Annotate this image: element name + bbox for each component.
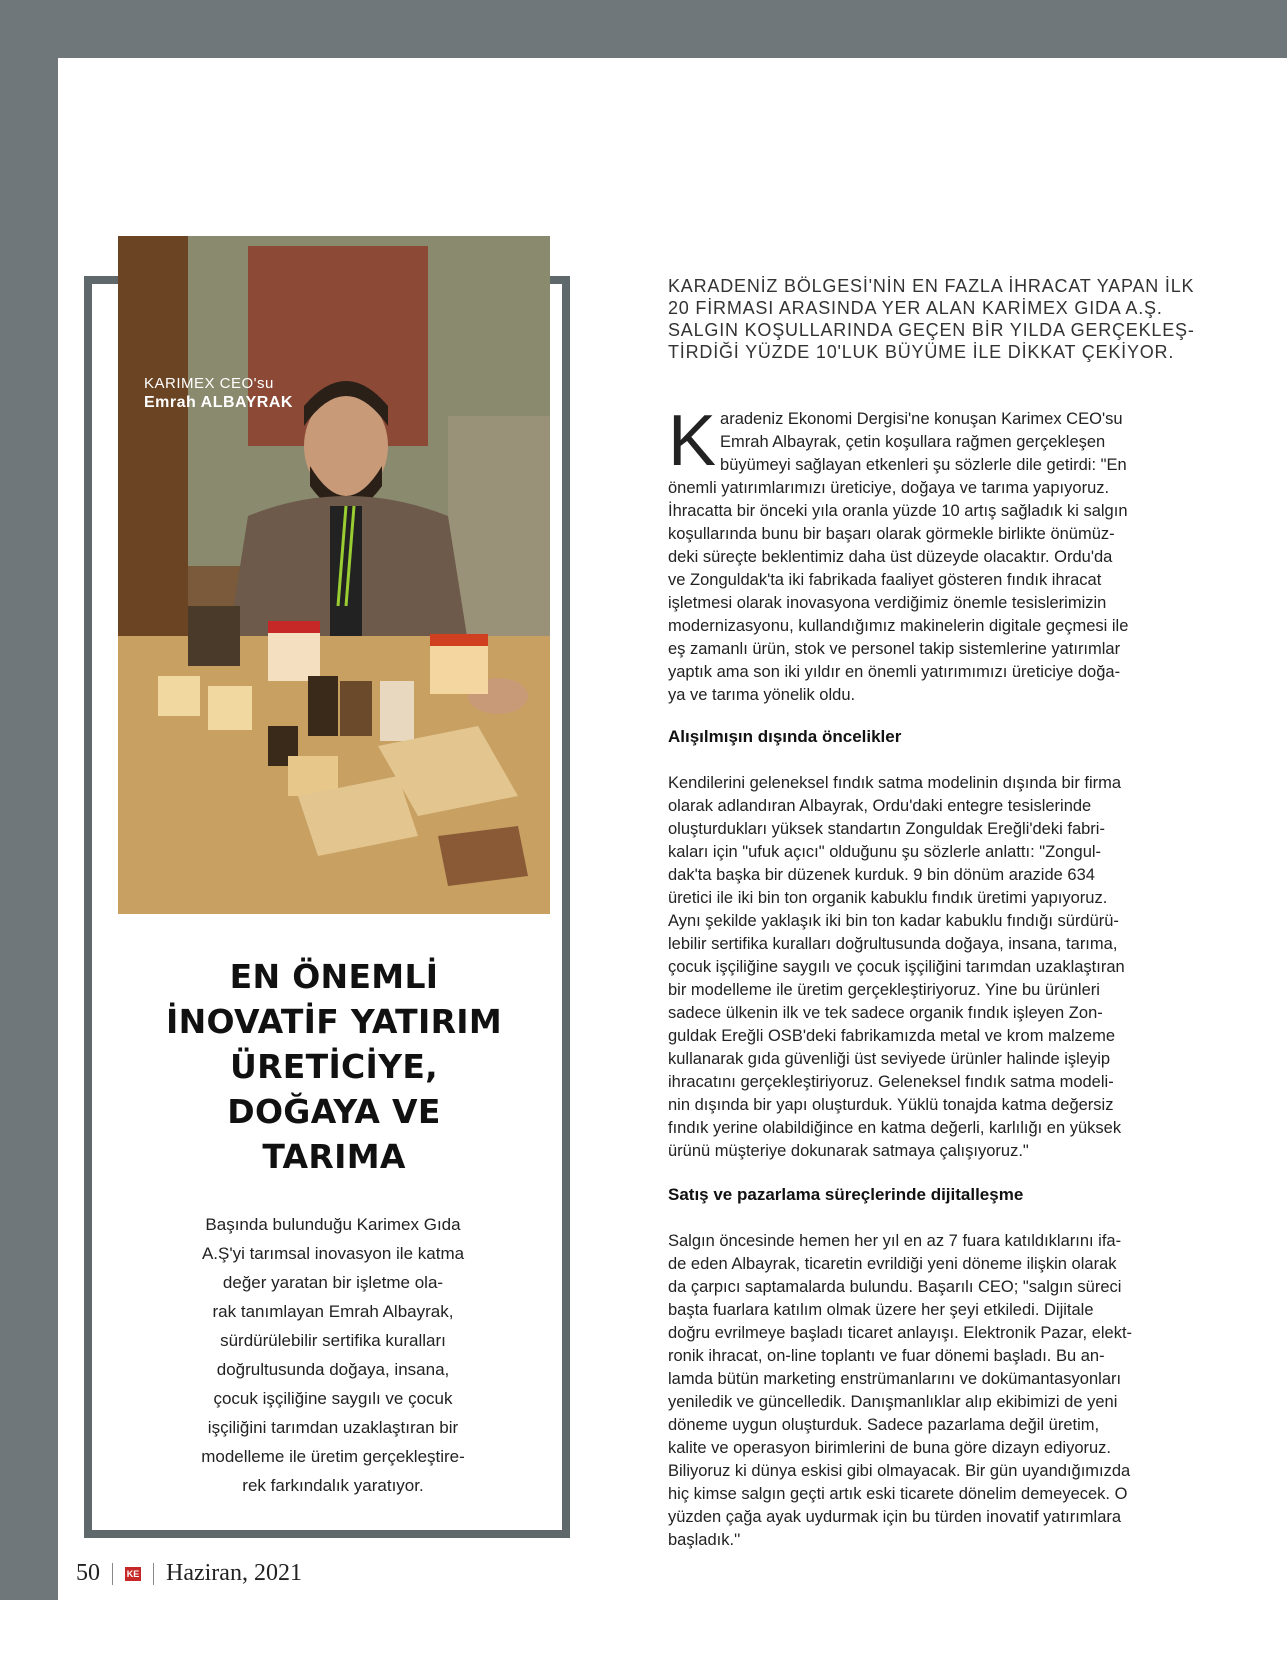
lede-line: TİRDİĞİ YÜZDE 10'LUK BÜYÜME İLE DİKKAT ÇEKİYOR. <box>668 342 1175 362</box>
body-line: koşullarında bunu bir başarı olarak görmekle birlikte önümüz- <box>668 525 1115 543</box>
body-line: büyümeyi sağlayan etkenleri şu sözlerle dile getirdi: "En <box>720 456 1127 474</box>
issue-date: Haziran, 2021 <box>166 1560 302 1586</box>
summary-line: sürdürülebilir sertifika kuralları <box>220 1331 446 1350</box>
body-line: ronik ihracat, on-line toplantı ve fuar dönemi başladı. Bu an- <box>668 1347 1105 1365</box>
top-gray-band <box>0 0 1287 58</box>
caption-name: Emrah ALBAYRAK <box>144 394 293 411</box>
summary-line: doğrultusunda doğaya, insana, <box>216 1360 450 1379</box>
lede-line: 20 FİRMASI ARASINDA YER ALAN KARİMEX GIDA A.Ş. <box>668 298 1163 318</box>
body-line: İhracatta bir önceki yıla oranla yüzde 10 artış sağladık ki salgın <box>668 502 1128 520</box>
body-line: de eden Albayrak, ticaretin evrildiği yeni döneme ilişkin olarak <box>668 1255 1117 1273</box>
body-line: lamda bütün marketing enstrümanlarını ve dokümantasyonları <box>668 1370 1122 1388</box>
body-line: Aynı şekilde yaklaşık iki bin ton kadar kabuklu fındığı sürdürü- <box>668 912 1119 930</box>
photo-caption <box>144 374 293 412</box>
section-heading: Alışılmışın dışında öncelikler <box>668 727 902 746</box>
caption-title: KARIMEX CEO'su <box>144 375 274 392</box>
body-line: kalite ve operasyon birimlerini de buna göre dizayn ediyoruz. <box>668 1439 1111 1457</box>
body-line: başladık.'' <box>668 1531 741 1549</box>
headline-line: TARIMA <box>262 1137 406 1176</box>
paragraph-intro <box>668 401 1194 707</box>
body-line: işletmesi olarak inovasyona verdiğimiz önemle tesislerimizin <box>668 594 1107 612</box>
paragraph-priorities <box>668 772 1194 1163</box>
body-line: kullanarak gıda güvenliği üst seviyede ürünler halinde işleyip <box>668 1050 1111 1068</box>
headline-line: ÜRETİCİYE, <box>229 1047 438 1086</box>
body-line: önemli yatırımlarımızı üreticiye, doğaya ve tarıma yapıyoruz. <box>668 479 1110 497</box>
body-line: ihracatını gerçekleştiriyoruz. Geleneksel fındık satma modeli- <box>668 1073 1114 1091</box>
body-line: Biliyoruz ki dünya eskisi gibi olmayacak. Bir gün uyandığımızda <box>668 1462 1131 1480</box>
left-gray-band <box>0 0 58 1600</box>
body-line: Salgın öncesinde hemen her yıl en az 7 fuara katıldıklarını ifa- <box>668 1232 1122 1250</box>
lede-text <box>668 275 1248 363</box>
body-line: kaları için "ufuk açıcı" olduğunu şu sözlerle anlattı: "Zongul- <box>668 843 1102 861</box>
body-line: döneme uygun oluşturduk. Sadece pazarlama değil üretim, <box>668 1416 1100 1434</box>
body-line: olarak adlandıran Albayrak, Ordu'daki entegre tesislerinde <box>668 797 1092 815</box>
page-footer <box>76 1560 302 1587</box>
drop-cap: K <box>668 401 717 481</box>
body-line: yüzden çağa ayak uydurmak için bu türden inovatif yatırımlara <box>668 1508 1122 1526</box>
body-line: modernizasyonu, kullandığımız makinelerin digitale geçmesi ile <box>668 617 1129 635</box>
summary-line: modelleme ile üretim gerçekleştire- <box>201 1447 465 1466</box>
body-line: Emrah Albayrak, çetin koşullara rağmen gerçekleşen <box>720 433 1106 451</box>
body-line: doğru evrilmeye başladı ticaret anlayışı. Elektronik Pazar, elekt- <box>668 1324 1133 1342</box>
paragraph-digital <box>668 1230 1194 1552</box>
summary-line: rek farkındalık yaratıyor. <box>242 1476 424 1495</box>
body-line: bir modelleme ile üretim gerçekleştiriyoruz. Yine bu ürünleri <box>668 981 1100 999</box>
headline-line: İNOVATİF YATIRIM <box>166 1002 502 1041</box>
ceo-photo <box>118 236 550 914</box>
body-line: hiç kimse salgın geçti artık eski ticarete dönelim demeyecek. O <box>668 1485 1128 1503</box>
body-line: guldak Ereğli OSB'deki fabrikamızda metal ve krom malzeme <box>668 1027 1115 1045</box>
summary-text <box>160 1210 506 1500</box>
body-line: aradeniz Ekonomi Dergisi'ne konuşan Karimex CEO'su <box>720 410 1123 428</box>
body-line: ürünü müşteriye dokunarak satmaya çalışıyoruz." <box>668 1142 1029 1160</box>
body-line: fındık yerine olabildiğince en katma değerli, karlılığı en yüksek <box>668 1119 1122 1137</box>
summary-line: çocuk işçiliğine saygılı ve çocuk <box>213 1389 453 1408</box>
body-line: çocuk işçiliğine saygılı ve çocuk işçiliğini tarımdan uzaklaştıran <box>668 958 1125 976</box>
headline <box>130 954 538 1179</box>
section-heading: Satış ve pazarlama süreçlerinde dijitalleşme <box>668 1185 1024 1204</box>
summary-line: A.Ş'yi tarımsal inovasyon ile katma <box>201 1244 465 1263</box>
body-line: Kendilerini geleneksel fındık satma modelinin dışında bir firma <box>668 774 1122 792</box>
summary-line: değer yaratan bir işletme ola- <box>222 1273 444 1292</box>
body-line: sadece ülkenin ilk ve tek sadece organik fındık işleyen Zon- <box>668 1004 1103 1022</box>
headline-line: DOĞAYA VE <box>227 1092 441 1131</box>
body-line: ve Zonguldak'ta iki fabrikada faaliyet gösteren fındık ihracat <box>668 571 1102 589</box>
body-line: dak'ta başka bir düzenek kurduk. 9 bin dönüm arazide 634 <box>668 866 1095 884</box>
body-line: nin dışında bir yapı oluşturduk. Yüklü tonajda katma değersiz <box>668 1096 1114 1114</box>
footer-divider <box>112 1563 113 1585</box>
footer-divider <box>153 1563 154 1585</box>
lede-line: KARADENİZ BÖLGESİ'NİN EN FAZLA İHRACAT YAPAN İLK <box>668 276 1195 296</box>
summary-line: rak tanımlayan Emrah Albayrak, <box>212 1302 454 1321</box>
body-line: eş zamanlı ürün, stok ve personel takip sistemlerine yatırımlar <box>668 640 1121 658</box>
body-line: yaptık ama son iki yıldır en önemli yatırımımızı üreticiye doğa- <box>668 663 1121 681</box>
summary-line: Başında bulunduğu Karimex Gıda <box>205 1215 461 1234</box>
body-line: da çarpıcı saptamalarda bulundu. Başarılı CEO; "salgın süreci <box>668 1278 1122 1296</box>
magazine-logo-icon: KE <box>126 1569 140 1580</box>
body-line: deki süreçte beklentimiz daha üst düzeyde olacaktır. Ordu'da <box>668 548 1113 566</box>
body-line: lebilir sertifika kuralları doğrultusunda doğaya, insana, tarıma, <box>668 935 1118 953</box>
body-line: ya ve tarıma yönelik oldu. <box>668 686 856 704</box>
body-line: oluşturdukları yüksek standartın Zonguldak Ereğli'deki fabri- <box>668 820 1105 838</box>
body-line: üretici ile iki bin ton organik kabuklu fındık üretimi yapıyoruz. <box>668 889 1108 907</box>
headline-line: EN ÖNEMLİ <box>229 957 439 996</box>
page-number: 50 <box>76 1560 100 1586</box>
body-line: başta fuarlara katılım olmak üzere her şeyi etkiledi. Dijitale <box>668 1301 1094 1319</box>
summary-line: işçiliğini tarımdan uzaklaştıran bir <box>207 1418 459 1437</box>
lede-line: SALGIN KOŞULLARINDA GEÇEN BİR YILDA GERÇEKLEŞ- <box>668 320 1195 340</box>
body-line: yeniledik ve güncelledik. Danışmanlıklar alıp ekibimizi de yeni <box>668 1393 1118 1411</box>
